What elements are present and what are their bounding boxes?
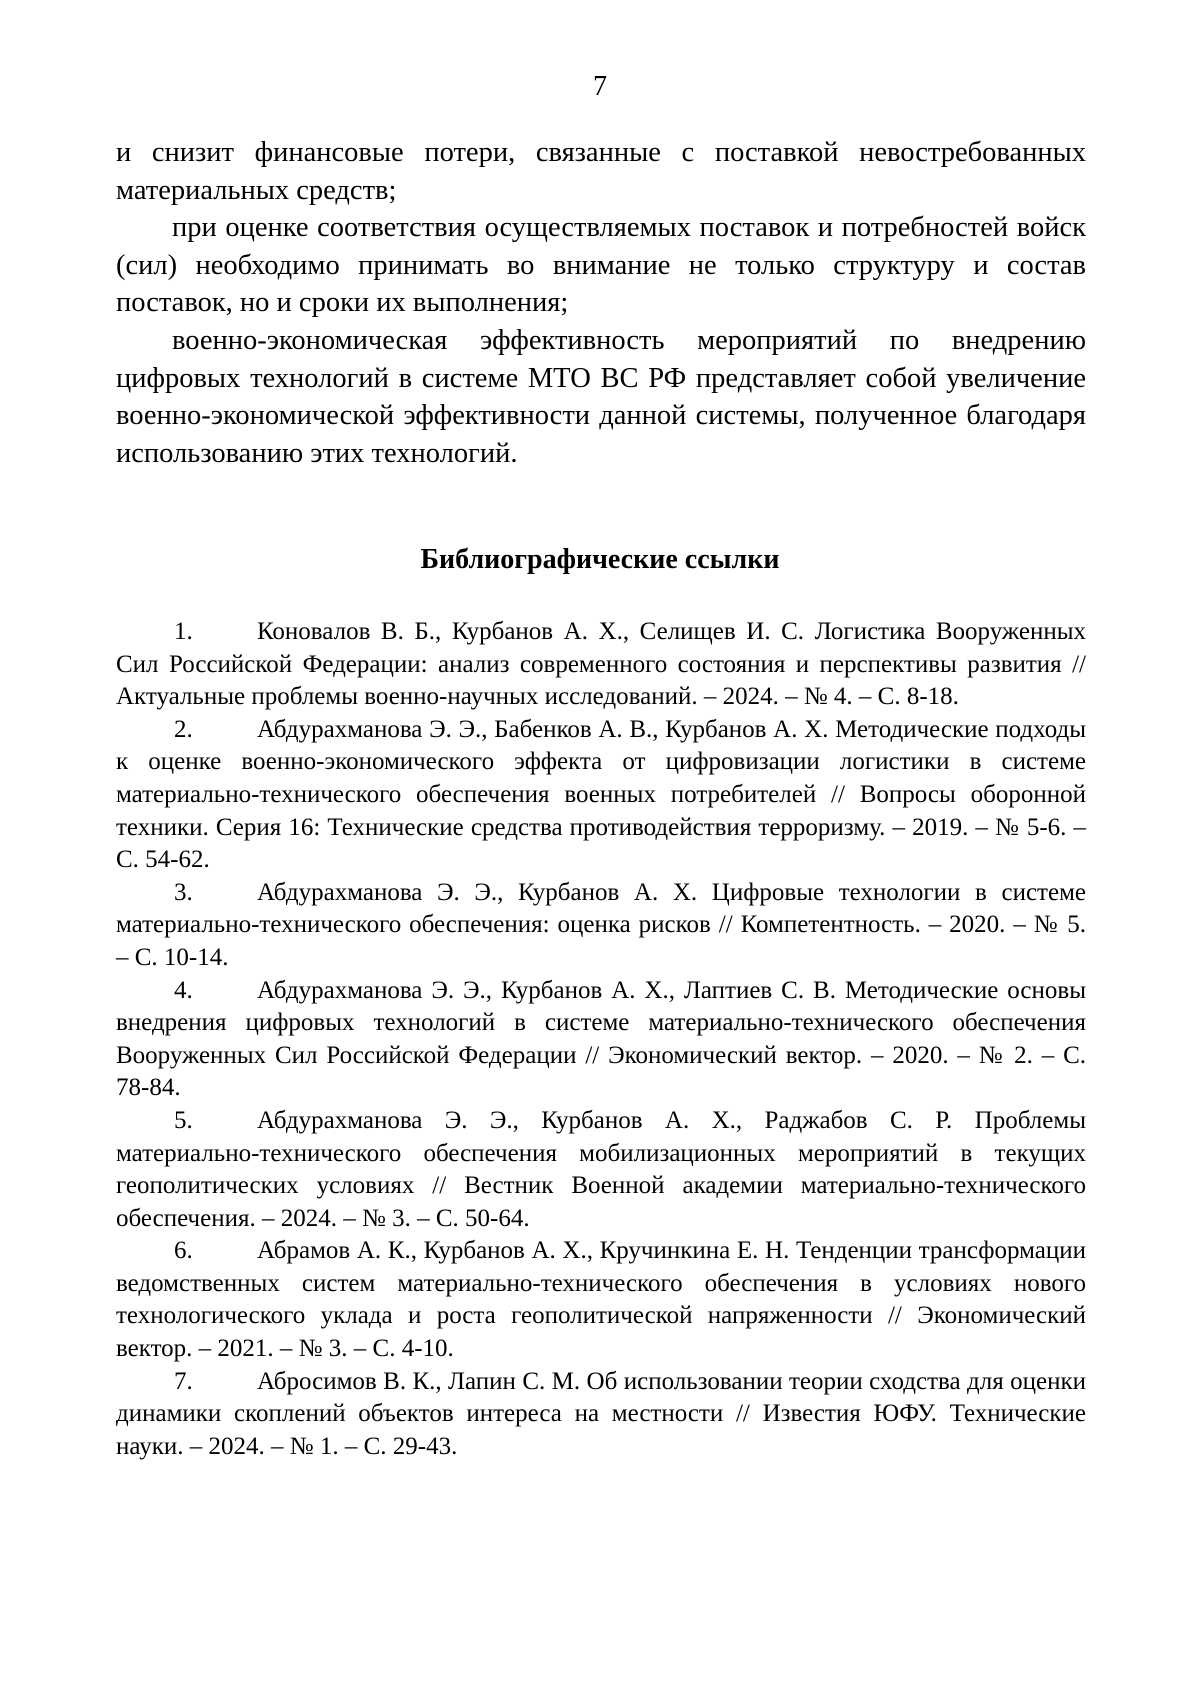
- references-heading: Библиографические ссылки: [420, 544, 780, 575]
- reference-text: Абрамов А. К., Курбанов А. Х., Кручинкина Е. Н. Тенденции трансформации ведомственных систем материально-технического обеспечения в условиях нового технологического уклада и роста геополитической напряженности // Экономический вектор. – 2021. – № 3. – С. 4-10.: [116, 1237, 1086, 1363]
- reference-number: 7.: [174, 1367, 193, 1395]
- reference-item: [116, 1105, 1086, 1235]
- reference-number: 5.: [174, 1106, 193, 1134]
- reference-text: Абросимов В. К., Лапин С. М. Об использовании теории сходства для оценки динамики скоплений объектов интереса на местности // Известия ЮФУ. Технические науки. – 2024. – № 1. – С. 29-43.: [116, 1367, 1086, 1460]
- reference-item: [116, 714, 1086, 877]
- paragraph: и снизит финансовые потери, связанные с поставкой невостребованных материальных средств;: [116, 137, 1086, 206]
- body-text: [116, 134, 1086, 472]
- reference-item: [116, 616, 1086, 714]
- reference-text: Абдурахманова Э. Э., Курбанов А. Х. Цифровые технологии в системе материально-технического обеспечения: оценка рисков // Компетентность. – 2020. – № 5. – С. 10-14.: [116, 878, 1086, 971]
- reference-number: 2.: [174, 715, 193, 743]
- reference-text: Абдурахманова Э. Э., Курбанов А. Х., Раджабов С. Р. Проблемы материально-технического обеспечения мобилизационных мероприятий в текущих геополитических условиях // Вестник Военной академии материально-технического обеспечения. – 2024. – № 3. – С. 50-64.: [116, 1106, 1086, 1232]
- reference-text: Абдурахманова Э. Э., Курбанов А. Х., Лаптиев С. В. Методические основы внедрения цифровых технологий в системе материально-технического обеспечения Вооруженных Сил Российской Федерации // Экономический вектор. – 2020. – № 2. – С. 78-84.: [116, 976, 1086, 1102]
- reference-number: 4.: [174, 976, 193, 1004]
- reference-item: [116, 1366, 1086, 1464]
- reference-number: 3.: [174, 878, 193, 906]
- page-number: 7: [593, 71, 607, 102]
- paragraph: военно-экономическая эффективность мероприятий по внедрению цифровых технологий в системе МТО ВС РФ представляет собой увеличение военно-экономической эффективности данной системы, полученное благодаря использованию этих технологий.: [116, 324, 1086, 469]
- reference-number: 1.: [174, 618, 193, 645]
- reference-item: [116, 975, 1086, 1105]
- reference-text: Коновалов В. Б., Курбанов А. Х., Селищев И. С. Логистика Вооруженных Сил Российской Федерации: анализ современного состояния и перспективы развития // Актуальные проблемы военно-научных исследований. – 2024. – № 4. – С. 8-18.: [116, 618, 1086, 711]
- reference-text: Абдурахманова Э. Э., Бабенков А. В., Курбанов А. Х. Методические подходы к оценке военно-экономического эффекта от цифровизации логистики в системе материально-технического обеспечения военных потребителей // Вопросы оборонной техники. Серия 16: Технические средства противодействия терроризму. – 2019. – № 5-6. – С. 54-62.: [116, 715, 1086, 874]
- reference-item: [116, 877, 1086, 975]
- reference-item: [116, 1235, 1086, 1365]
- references-list: [116, 616, 1086, 1463]
- reference-number: 6.: [174, 1237, 193, 1265]
- paragraph: при оценке соответствия осуществляемых поставок и потребностей войск (сил) необходимо принимать во внимание не только структуру и состав поставок, но и сроки их выполнения;: [116, 212, 1086, 319]
